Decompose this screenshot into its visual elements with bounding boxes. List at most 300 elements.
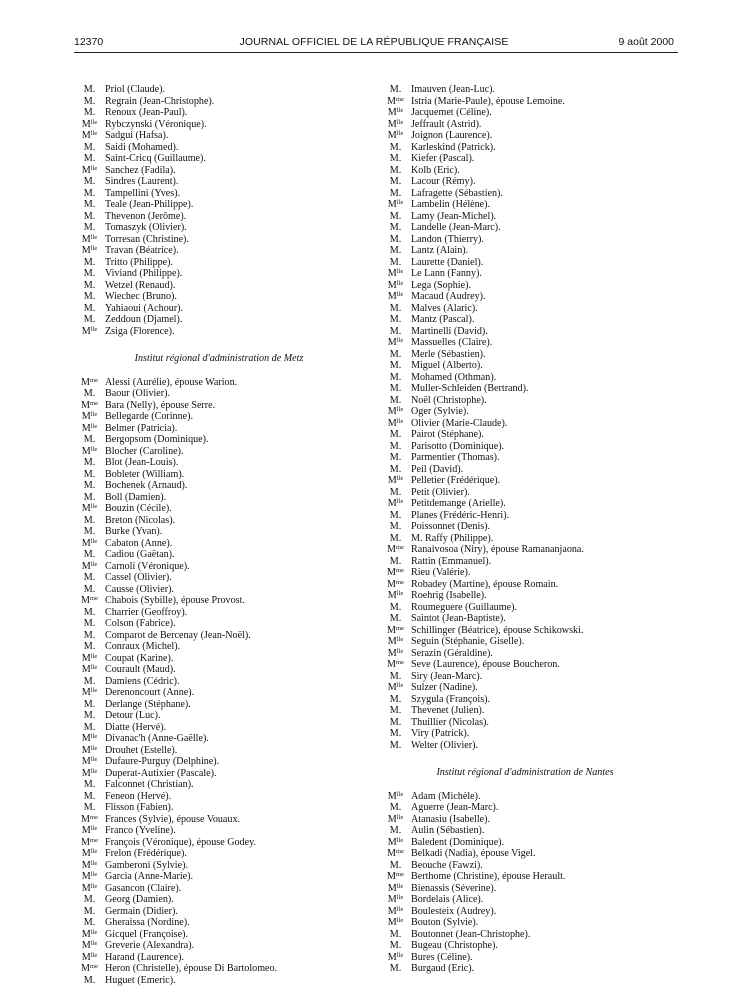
person-name: Roehrig (Isabelle).	[411, 590, 487, 601]
civility: $M^{lle}$	[387, 291, 404, 302]
person-name: Le Lann (Fanny).	[411, 268, 482, 279]
civility-superscript: lle	[90, 928, 98, 936]
civility-superscript: lle	[90, 951, 98, 959]
civility: M.	[389, 245, 402, 256]
civility: $M^{me}$	[81, 376, 98, 388]
civility: $M^{lle}$	[81, 871, 98, 882]
list-item	[74, 165, 364, 177]
civility: $M^{lle}$	[81, 882, 98, 894]
person-name: Istria (Marie-Paule), épouse Lemoine.	[411, 95, 565, 107]
civility: M.	[389, 429, 402, 440]
civility-superscript: lle	[396, 905, 404, 913]
person-name: Robadey (Martine), épouse Romain.	[411, 578, 559, 590]
list-item	[380, 188, 670, 200]
list-item	[74, 779, 364, 791]
civility: $M^{me}$	[81, 836, 98, 848]
list-item	[380, 963, 670, 975]
person-name: Macaud (Audrey).	[411, 291, 486, 302]
civility-superscript: lle	[396, 337, 404, 344]
civility: M.	[389, 233, 402, 245]
list-item	[380, 906, 670, 918]
list-item	[74, 388, 364, 400]
list-item	[74, 791, 364, 803]
civility: M.	[389, 222, 402, 233]
person-name: Flisson (Fabien).	[105, 802, 174, 813]
person-name: Saidi (Mohamed).	[105, 141, 179, 153]
list-item	[380, 107, 670, 119]
civility-superscript: lle	[90, 537, 98, 545]
civility-superscript: lle	[396, 475, 404, 482]
list-item	[380, 825, 670, 837]
civility-superscript: lle	[396, 590, 404, 597]
person-name: Duperat-Autixier (Pascale).	[105, 767, 217, 779]
civility: $M^{lle}$	[387, 894, 404, 905]
civility: M.	[389, 383, 402, 394]
civility: $M^{lle}$	[387, 475, 404, 486]
civility: M.	[389, 940, 402, 951]
person-name: Seve (Laurence), épouse Boucheron.	[411, 659, 560, 670]
civility: M.	[83, 107, 96, 118]
publication-date: 9 août 2000	[618, 36, 674, 48]
list-item	[74, 917, 364, 929]
person-name: Tritto (Philippe).	[105, 256, 174, 268]
list-item	[74, 952, 364, 964]
person-name: Gheraissa (Nordine).	[105, 917, 190, 928]
civility: M.	[389, 532, 402, 544]
civility: $M^{lle}$	[81, 130, 98, 141]
list-item	[380, 883, 670, 895]
person-name: Bordelais (Alice).	[411, 894, 484, 905]
person-name: Saint-Cricq (Guillaume).	[105, 153, 206, 164]
list-item	[380, 314, 670, 326]
civility: $M^{lle}$	[81, 756, 98, 767]
person-name: Tampellini (Yves).	[105, 187, 181, 199]
civility: $M^{lle}$	[387, 813, 404, 825]
list-item	[74, 245, 364, 257]
civility: M.	[83, 268, 96, 279]
list-item	[74, 469, 364, 481]
civility: M.	[83, 514, 96, 526]
person-name: Viviand (Philippe).	[105, 268, 183, 279]
civility-superscript: me	[396, 544, 404, 551]
civility-superscript: lle	[396, 406, 404, 413]
person-name: Lega (Sophie).	[411, 279, 471, 291]
civility-superscript: lle	[90, 687, 98, 694]
civility-superscript: lle	[90, 664, 98, 671]
list-item	[74, 733, 364, 745]
person-name: Adam (Michèle).	[411, 790, 481, 802]
civility: $M^{lle}$	[387, 130, 404, 141]
person-name: Frelon (Frédérique).	[105, 848, 187, 859]
civility: $M^{lle}$	[387, 498, 404, 509]
person-name: Thuillier (Nicolas).	[411, 716, 489, 728]
civility-superscript: lle	[396, 917, 404, 924]
person-name: Charrier (Geoffroy).	[105, 606, 188, 618]
civility: $M^{me}$	[387, 871, 404, 882]
list-item	[380, 119, 670, 131]
list-item	[74, 446, 364, 458]
person-name: Rybczynski (Véronique).	[105, 118, 207, 130]
civility-superscript: lle	[90, 767, 98, 775]
list-item	[380, 326, 670, 338]
person-name: Olivier (Marie-Claude).	[411, 417, 508, 429]
list-item	[74, 291, 364, 303]
civility: $M^{lle}$	[81, 767, 98, 779]
civility-superscript: me	[90, 595, 98, 602]
civility-superscript: lle	[90, 744, 98, 752]
civility: M.	[83, 388, 96, 399]
civility: M.	[83, 894, 96, 905]
list-item	[380, 176, 670, 188]
civility: $M^{me}$	[387, 624, 404, 636]
list-item	[74, 549, 364, 561]
civility: M.	[389, 486, 402, 498]
list-item	[380, 521, 670, 533]
list-item	[74, 222, 364, 234]
civility: M.	[83, 675, 96, 687]
civility: M.	[83, 141, 96, 153]
civility-superscript: me	[90, 399, 98, 407]
civility-superscript: lle	[90, 130, 98, 137]
list-item	[74, 618, 364, 630]
civility: M.	[83, 572, 96, 583]
civility: M.	[83, 187, 96, 199]
list-item	[74, 940, 364, 952]
list-item	[74, 434, 364, 446]
civility: $M^{lle}$	[81, 245, 98, 256]
person-name: Drouhet (Estelle).	[105, 744, 178, 756]
list-item	[74, 84, 364, 96]
list-item	[74, 641, 364, 653]
list-item	[380, 383, 670, 395]
list-item	[74, 188, 364, 200]
civility: M.	[83, 698, 96, 710]
list-item	[380, 464, 670, 476]
list-item	[380, 659, 670, 671]
person-name: Teale (Jean-Philippe).	[105, 199, 194, 210]
person-name: Falconnet (Christian).	[105, 779, 194, 790]
person-name: Zeddoun (Djamel).	[105, 314, 183, 325]
page-header	[0, 0, 748, 56]
person-name: Sindres (Laurent).	[105, 176, 179, 187]
person-name: Lacour (Rémy).	[411, 176, 476, 187]
list-item	[74, 894, 364, 906]
civility: M.	[83, 629, 96, 641]
person-name: Cadiou (Gaëtan).	[105, 549, 175, 560]
civility: $M^{lle}$	[81, 503, 98, 514]
civility: M.	[83, 457, 96, 468]
civility: M.	[83, 710, 96, 721]
list-item	[380, 142, 670, 154]
list-item	[380, 395, 670, 407]
list-item	[380, 280, 670, 292]
person-name: Gamberoni (Sylvie).	[105, 859, 188, 871]
person-name: Noël (Christophe).	[411, 394, 487, 406]
list-item	[74, 96, 364, 108]
civility: M.	[389, 463, 402, 475]
civility-superscript: lle	[90, 245, 98, 252]
person-name: Huguet (Emeric).	[105, 974, 176, 986]
person-name: Malves (Alaric).	[411, 302, 478, 314]
person-name: Thevenon (Jerôme).	[105, 210, 187, 222]
civility-superscript: lle	[90, 859, 98, 867]
civility: M.	[389, 521, 402, 532]
civility: $M^{lle}$	[81, 664, 98, 675]
person-name: Lambelin (Hélène).	[411, 199, 491, 210]
list-item	[380, 625, 670, 637]
person-name: Torresan (Christine).	[105, 233, 189, 245]
person-name: Atanasiu (Isabelle).	[411, 813, 491, 825]
list-item	[74, 860, 364, 872]
list-item	[380, 802, 670, 814]
list-item	[380, 498, 670, 510]
civility: M.	[83, 480, 96, 491]
person-name: Derlange (Stéphane).	[105, 698, 191, 710]
list-item	[380, 952, 670, 964]
person-name: Imauven (Jean-Luc).	[411, 84, 496, 95]
civility-superscript: lle	[90, 118, 98, 126]
civility: M.	[83, 790, 96, 802]
person-name: Frances (Sylvie), épouse Vouaux.	[105, 813, 241, 825]
civility-superscript: lle	[396, 882, 404, 890]
civility: M.	[389, 739, 402, 751]
person-name: Kiefer (Pascal).	[411, 153, 475, 164]
list-item	[74, 595, 364, 607]
civility: $M^{lle}$	[387, 279, 404, 291]
person-name: Roumeguere (Guillaume).	[411, 601, 517, 613]
civility: M.	[389, 325, 402, 337]
civility-superscript: me	[90, 813, 98, 821]
civility-superscript: lle	[90, 503, 98, 510]
person-name: Yahiaoui (Achour).	[105, 302, 184, 314]
person-name: Garcia (Anne-Marie).	[105, 871, 193, 882]
person-name: Merle (Sébastien).	[411, 348, 486, 360]
civility: M.	[83, 468, 96, 480]
person-name: Sadgui (Hafsa).	[105, 130, 169, 141]
civility: M.	[389, 716, 402, 728]
person-name: Dufaure-Purguy (Delphine).	[105, 756, 220, 767]
civility: $M^{lle}$	[387, 647, 404, 659]
section-heading: Institut régional d'administration de Metz	[134, 353, 304, 364]
list-item	[74, 630, 364, 642]
list-item	[74, 199, 364, 211]
civility: M.	[83, 434, 96, 445]
civility-superscript: lle	[396, 417, 404, 425]
list-item	[380, 567, 670, 579]
list-item	[380, 452, 670, 464]
civility: M.	[83, 222, 96, 233]
person-name: Martinelli (David).	[411, 325, 488, 337]
civility: $M^{lle}$	[81, 848, 98, 859]
person-name: Gasancon (Claire).	[105, 882, 182, 894]
civility: $M^{me}$	[387, 659, 404, 670]
list-item	[74, 814, 364, 826]
civility: M.	[83, 974, 96, 986]
list-item	[74, 699, 364, 711]
civility-superscript: lle	[396, 118, 404, 126]
civility: M.	[389, 613, 402, 624]
person-name: Bouton (Sylvie).	[411, 917, 479, 928]
list-item	[380, 728, 670, 740]
list-item	[74, 130, 364, 142]
list-item	[74, 883, 364, 895]
person-name: Boutonnet (Jean-Christophe).	[411, 928, 531, 940]
civility: $M^{me}$	[387, 848, 404, 859]
list-item	[74, 423, 364, 435]
civility: M.	[389, 509, 402, 521]
person-name: Damiens (Cédric).	[105, 675, 180, 687]
person-name: Blot (Jean-Louis).	[105, 457, 179, 468]
person-name: Bergopsom (Dominique).	[105, 434, 209, 445]
civility: $M^{lle}$	[81, 744, 98, 756]
civility-superscript: lle	[90, 560, 98, 568]
civility: M.	[83, 153, 96, 164]
person-name: Wetzel (Renaud).	[105, 279, 176, 291]
person-name: Viry (Patrick).	[411, 728, 470, 739]
list-item	[380, 211, 670, 223]
person-name: Detour (Luc).	[105, 710, 161, 721]
list-item	[74, 975, 364, 987]
list-item	[380, 579, 670, 591]
civility: M.	[83, 526, 96, 537]
person-name: M. Raffy (Philippe).	[411, 532, 494, 544]
person-name: Priol (Claude).	[105, 84, 165, 95]
list-item	[74, 280, 364, 292]
list-item	[74, 756, 364, 768]
list-item	[74, 153, 364, 165]
person-name: Comparot de Bercenay (Jean-Noël).	[105, 629, 251, 641]
list-item	[74, 837, 364, 849]
person-name: Rieu (Valérie).	[411, 567, 471, 578]
person-name: Sanchez (Fadila).	[105, 164, 176, 176]
list-item	[380, 96, 670, 108]
civility: $M^{lle}$	[387, 417, 404, 429]
person-name: Jeffrault (Astrid).	[411, 118, 482, 130]
civility: $M^{lle}$	[387, 917, 404, 928]
person-name: Poissonnet (Denis).	[411, 521, 491, 532]
person-name: Lantz (Alain).	[411, 245, 469, 256]
list-item	[74, 825, 364, 837]
person-name: Bobleter (William).	[105, 468, 185, 480]
person-name: Petitdemange (Arielle).	[411, 498, 506, 509]
civility: M.	[389, 302, 402, 314]
person-name: Bures (Céline).	[411, 951, 473, 963]
person-name: Blocher (Caroline).	[105, 445, 184, 457]
civility: $M^{me}$	[387, 544, 404, 555]
list-item	[74, 457, 364, 469]
list-item	[74, 929, 364, 941]
list-item	[74, 107, 364, 119]
civility: $M^{lle}$	[81, 733, 98, 744]
person-name: Muller-Schleiden (Bertrand).	[411, 383, 529, 394]
civility: M.	[83, 549, 96, 560]
person-name: Pairot (Stéphane).	[411, 429, 484, 440]
list-item	[380, 406, 670, 418]
civility: M.	[389, 360, 402, 371]
list-item	[380, 257, 670, 269]
civility-superscript: lle	[90, 871, 98, 878]
person-name: Boll (Damien).	[105, 491, 167, 503]
journal-title: JOURNAL OFFICIEL DE LA RÉPUBLIQUE FRANÇAISE	[239, 36, 509, 48]
person-name: Feneon (Hervé).	[105, 790, 172, 802]
person-name: Massuelles (Claire).	[411, 337, 493, 348]
list-item	[380, 871, 670, 883]
list-item	[74, 515, 364, 527]
list-item	[380, 602, 670, 614]
civility-superscript: lle	[90, 422, 98, 430]
civility-superscript: me	[90, 836, 98, 844]
list-item	[380, 694, 670, 706]
civility: M.	[83, 176, 96, 187]
civility: $M^{lle}$	[387, 951, 404, 963]
list-item	[380, 418, 670, 430]
civility: $M^{me}$	[387, 95, 404, 107]
person-name: Parmentier (Thomas).	[411, 452, 500, 463]
person-name: Karleskind (Patrick).	[411, 141, 496, 153]
civility: M.	[83, 84, 96, 95]
person-name: Cabaton (Anne).	[105, 537, 173, 549]
civility: $M^{lle}$	[81, 859, 98, 871]
civility: M.	[83, 291, 96, 302]
civility: $M^{lle}$	[81, 537, 98, 549]
civility: M.	[83, 618, 96, 629]
person-name: Lafragette (Sébastien).	[411, 187, 503, 199]
civility: $M^{lle}$	[387, 636, 404, 647]
list-item	[380, 372, 670, 384]
person-name: Miguel (Alberto).	[411, 360, 483, 371]
person-name: Szygula (François).	[411, 693, 491, 705]
civility: M.	[389, 825, 402, 836]
person-name: Cassel (Olivier).	[105, 572, 172, 583]
civility: $M^{lle}$	[81, 325, 98, 337]
civility: M.	[83, 802, 96, 813]
list-item	[380, 153, 670, 165]
civility: M.	[83, 721, 96, 733]
list-item	[74, 676, 364, 688]
list-item	[380, 84, 670, 96]
civility: $M^{me}$	[387, 578, 404, 590]
person-name: Aguerre (Jean-Marc).	[411, 802, 499, 813]
civility-superscript: lle	[90, 164, 98, 172]
civility: $M^{lle}$	[387, 590, 404, 601]
civility-superscript: lle	[90, 411, 98, 418]
list-item	[380, 894, 670, 906]
civility: M.	[83, 917, 96, 928]
civility: $M^{lle}$	[81, 940, 98, 951]
civility-superscript: me	[396, 624, 404, 632]
civility-superscript: lle	[396, 498, 404, 505]
person-name: Burgaud (Eric).	[411, 963, 475, 974]
person-name: Jacquemet (Céline).	[411, 107, 492, 118]
list-item	[380, 245, 670, 257]
list-item	[380, 510, 670, 522]
civility: M.	[389, 728, 402, 739]
civility: $M^{lle}$	[81, 164, 98, 176]
list-item	[380, 929, 670, 941]
list-item	[74, 492, 364, 504]
list-item	[380, 199, 670, 211]
list-item	[380, 441, 670, 453]
list-item	[380, 860, 670, 872]
civility: M.	[83, 641, 96, 652]
civility-superscript: lle	[396, 813, 404, 821]
person-name: Coupat (Karine).	[105, 652, 174, 664]
civility-superscript: lle	[90, 882, 98, 890]
person-name: Conraux (Michel).	[105, 641, 181, 652]
list-item	[74, 687, 364, 699]
right-column	[380, 84, 670, 975]
person-name: Courault (Maud).	[105, 664, 176, 675]
